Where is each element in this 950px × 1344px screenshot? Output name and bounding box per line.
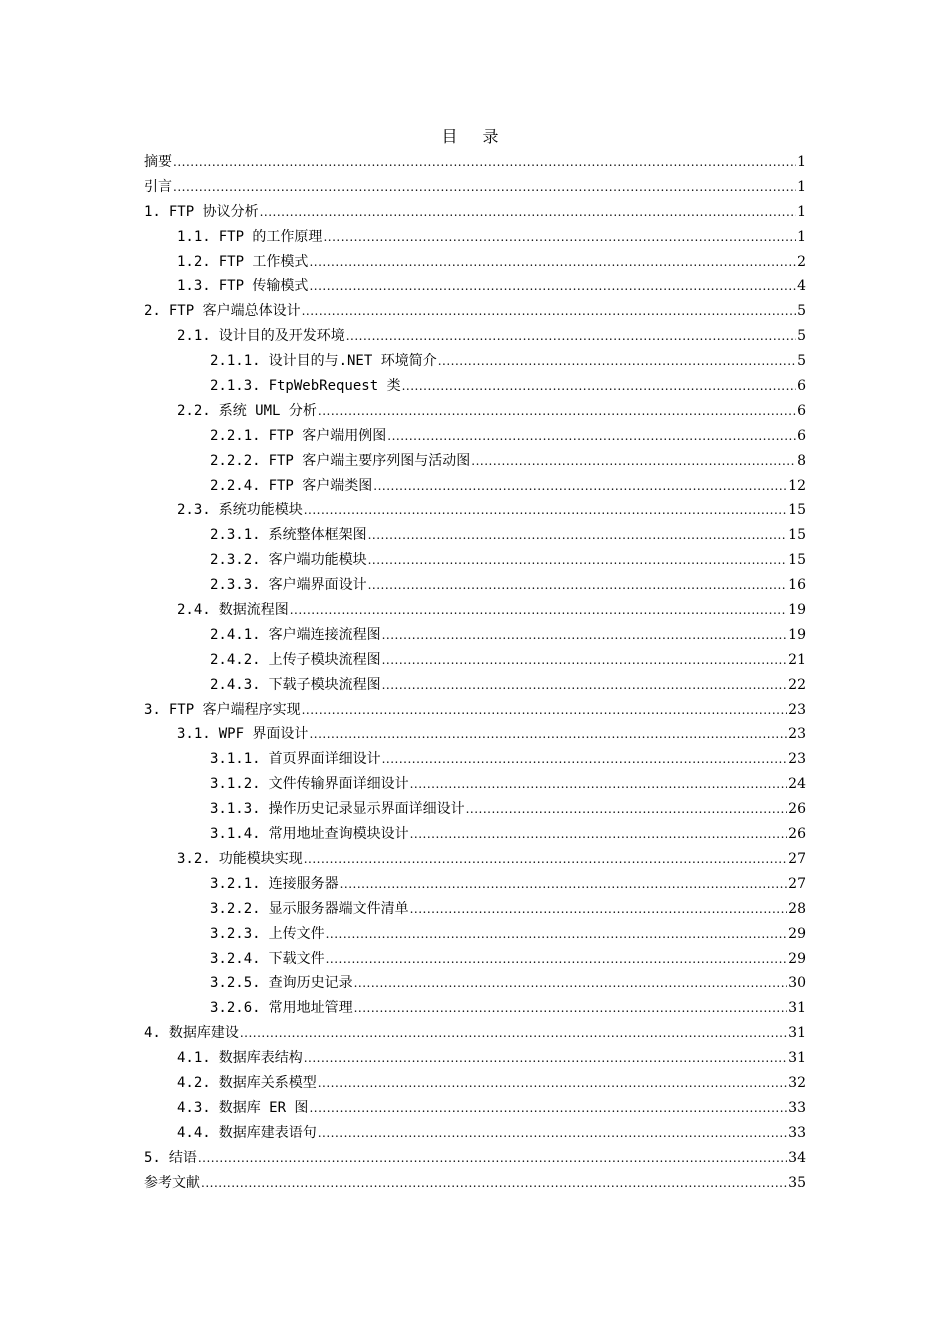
toc-entry-number: 4.1.: [177, 1050, 211, 1067]
toc-leader-dots: [382, 747, 788, 772]
toc-leader-dots: [198, 1146, 787, 1171]
toc-entry-page-number: 1: [797, 154, 806, 170]
toc-leader-dots: [382, 673, 788, 698]
toc-entry-page-number: 21: [788, 651, 806, 668]
toc-entry-number: 2.4.: [177, 602, 211, 619]
toc-entry-title: 结语: [168, 1149, 197, 1166]
toc-entry-title: 操作历史记录显示界面详细设计: [268, 801, 465, 818]
toc-entry-number: 4.3.: [177, 1099, 211, 1116]
toc-entry[interactable]: [144, 175, 806, 200]
toc-leader-dots: [260, 200, 797, 225]
toc-entry-page-number: 5: [797, 328, 806, 345]
toc-entry-page-number: 15: [788, 527, 806, 544]
toc-entry-title: 系统 UML 分析: [218, 402, 317, 419]
toc-entry-number: 2.3.2.: [210, 552, 261, 569]
toc-entry[interactable]: [144, 996, 806, 1021]
toc-entry-page-number: 26: [788, 826, 806, 843]
toc-entry-number: 4.: [144, 1025, 161, 1042]
toc-entry[interactable]: [144, 1046, 806, 1071]
toc-entry-page-number: 27: [788, 850, 806, 867]
toc-list: [144, 150, 806, 1195]
toc-entry-title: FtpWebRequest 类: [268, 378, 401, 395]
toc-entry-page-number: 1: [797, 203, 806, 220]
toc-entry[interactable]: [144, 623, 806, 648]
toc-leader-dots: [402, 374, 796, 399]
toc-leader-dots: [309, 1096, 787, 1121]
toc-entry-page-number: 29: [788, 925, 806, 942]
toc-entry-number: 3.2.: [177, 850, 211, 867]
toc-entry[interactable]: [144, 424, 806, 449]
toc-entry[interactable]: [144, 374, 806, 399]
toc-leader-dots: [290, 598, 787, 623]
toc-entry-number: 3.2.6.: [210, 1000, 261, 1017]
toc-entry[interactable]: [144, 324, 806, 349]
toc-leader-dots: [318, 399, 796, 424]
toc-entry-number: 1.1.: [177, 228, 211, 245]
toc-entry[interactable]: [144, 673, 806, 698]
toc-entry[interactable]: [144, 474, 806, 499]
toc-entry[interactable]: [144, 349, 806, 374]
toc-entry-number: 2.4.2.: [210, 651, 261, 668]
toc-entry[interactable]: [144, 698, 806, 723]
toc-leader-dots: [304, 1046, 787, 1071]
toc-entry-page-number: 31: [788, 1050, 806, 1067]
toc-entry-title: 数据流程图: [218, 602, 289, 619]
toc-entry-title: 系统整体框架图: [268, 527, 367, 544]
toc-entry-title: 连接服务器: [268, 875, 339, 892]
toc-entry-page-number: 33: [788, 1099, 806, 1116]
toc-entry-title: 常用地址查询模块设计: [268, 826, 409, 843]
toc-leader-dots: [438, 349, 796, 374]
toc-entry-number: 2.4.1.: [210, 626, 261, 643]
toc-entry-page-number: 19: [788, 602, 806, 619]
toc-entry-number: 2.1.3.: [210, 378, 261, 395]
toc-leader-dots: [326, 947, 788, 972]
toc-leader-dots: [354, 996, 788, 1021]
toc-entry[interactable]: [144, 822, 806, 847]
toc-leader-dots: [309, 274, 796, 299]
toc-entry[interactable]: [144, 722, 806, 747]
toc-entry-title: 查询历史记录: [268, 975, 353, 992]
toc-entry[interactable]: [144, 947, 806, 972]
toc-leader-dots: [173, 150, 796, 175]
toc-leader-dots: [354, 971, 788, 996]
toc-entry-page-number: 35: [788, 1174, 806, 1191]
toc-entry-number: 3.2.1.: [210, 875, 261, 892]
toc-entry-title: 设计目的及开发环境: [218, 328, 345, 345]
toc-leader-dots: [323, 225, 796, 250]
toc-entry-title: 功能模块实现: [218, 850, 303, 867]
toc-entry-page-number: 1: [797, 178, 806, 195]
toc-entry[interactable]: [144, 1171, 806, 1196]
toc-leader-dots: [326, 922, 788, 947]
toc-entry-number: 1.3.: [177, 278, 211, 295]
toc-entry-page-number: 34: [788, 1149, 806, 1166]
toc-entry[interactable]: [144, 548, 806, 573]
toc-entry-page-number: 23: [788, 751, 806, 768]
toc-entry-page-number: 15: [788, 552, 806, 569]
toc-entry-title: WPF 界面设计: [218, 726, 309, 743]
toc-leader-dots: [173, 175, 796, 200]
toc-entry-page-number: 8: [797, 452, 806, 469]
toc-leader-dots: [304, 847, 787, 872]
toc-entry-title: 数据库建设: [168, 1025, 239, 1042]
toc-entry-title: 数据库 ER 图: [218, 1099, 309, 1116]
toc-entry-number: 2.2.4.: [210, 477, 261, 494]
toc-entry-page-number: 29: [788, 950, 806, 967]
toc-entry-number: 2.2.2.: [210, 452, 261, 469]
toc-leader-dots: [410, 897, 788, 922]
toc-entry-title: 文件传输界面详细设计: [268, 776, 409, 793]
toc-leader-dots: [240, 1021, 787, 1046]
toc-leader-dots: [201, 1171, 787, 1196]
toc-entry-title: 系统功能模块: [218, 502, 303, 519]
toc-leader-dots: [302, 299, 797, 324]
toc-entry[interactable]: [144, 922, 806, 947]
toc-entry[interactable]: [144, 747, 806, 772]
toc-entry-page-number: 6: [797, 378, 806, 395]
toc-entry-page-number: 2: [797, 253, 806, 270]
toc-entry-title: FTP 客户端总体设计: [168, 303, 301, 320]
toc-entry-page-number: 30: [788, 975, 806, 992]
toc-entry[interactable]: [144, 797, 806, 822]
toc-leader-dots: [410, 772, 788, 797]
toc-entry-number: 3.2.3.: [210, 925, 261, 942]
toc-entry-page-number: 26: [788, 801, 806, 818]
toc-entry-number: 2.3.: [177, 502, 211, 519]
toc-entry-number: 2.2.: [177, 402, 211, 419]
toc-entry-page-number: 19: [788, 626, 806, 643]
toc-entry[interactable]: [144, 449, 806, 474]
toc-entry-page-number: 32: [788, 1074, 806, 1091]
toc-entry-page-number: 31: [788, 1025, 806, 1042]
toc-entry-number: 4.4.: [177, 1124, 211, 1141]
toc-entry-number: 1.: [144, 203, 161, 220]
toc-entry[interactable]: [144, 598, 806, 623]
toc-entry-number: 4.2.: [177, 1074, 211, 1091]
toc-entry[interactable]: [144, 200, 806, 225]
toc-leader-dots: [471, 449, 796, 474]
toc-entry-title: 常用地址管理: [268, 1000, 353, 1017]
toc-entry-page-number: 5: [797, 353, 806, 370]
toc-entry[interactable]: [144, 897, 806, 922]
toc-entry-number: 3.2.5.: [210, 975, 261, 992]
toc-entry[interactable]: [144, 971, 806, 996]
toc-entry-number: 1.2.: [177, 253, 211, 270]
toc-entry-page-number: 1: [797, 228, 806, 245]
toc-entry[interactable]: [144, 274, 806, 299]
toc-entry-number: 3.1.: [177, 726, 211, 743]
toc-entry-page-number: 28: [788, 900, 806, 917]
toc-entry-title: 显示服务器端文件清单: [268, 900, 409, 917]
toc-entry[interactable]: [144, 772, 806, 797]
toc-leader-dots: [304, 498, 787, 523]
toc-entry-title: 设计目的与.NET 环境简介: [268, 353, 437, 370]
toc-entry-number: 3.1.4.: [210, 826, 261, 843]
toc-entry-number: 2.3.3.: [210, 577, 261, 594]
toc-leader-dots: [340, 872, 788, 897]
toc-entry-title: 参考文献: [144, 1174, 200, 1191]
toc-leader-dots: [302, 698, 788, 723]
toc-entry-title: 数据库表结构: [218, 1050, 303, 1067]
toc-entry-page-number: 27: [788, 875, 806, 892]
toc-entry-page-number: 4: [797, 278, 806, 295]
toc-entry-number: 3.1.1.: [210, 751, 261, 768]
toc-entry-title: FTP 协议分析: [168, 203, 259, 220]
toc-entry-number: 2.1.1.: [210, 353, 261, 370]
toc-entry-title: 客户端功能模块: [268, 552, 367, 569]
toc-leader-dots: [346, 324, 796, 349]
toc-entry-page-number: 33: [788, 1124, 806, 1141]
toc-entry-number: 3.2.4.: [210, 950, 261, 967]
toc-leader-dots: [387, 424, 796, 449]
toc-entry-page-number: 6: [797, 402, 806, 419]
toc-leader-dots: [373, 474, 787, 499]
toc-leader-dots: [382, 623, 788, 648]
toc-entry-number: 2.: [144, 303, 161, 320]
toc-entry-number: 5.: [144, 1149, 161, 1166]
toc-leader-dots: [382, 648, 788, 673]
toc-entry[interactable]: [144, 1096, 806, 1121]
toc-leader-dots: [410, 822, 788, 847]
toc-title: 目 录: [441, 127, 509, 146]
toc-entry-page-number: 24: [788, 776, 806, 793]
toc-entry[interactable]: [144, 523, 806, 548]
toc-entry-number: 3.: [144, 701, 161, 718]
toc-entry[interactable]: [144, 1071, 806, 1096]
toc-entry-page-number: 23: [788, 726, 806, 743]
toc-entry-page-number: 23: [788, 701, 806, 718]
toc-entry[interactable]: [144, 1121, 806, 1146]
toc-entry[interactable]: [144, 250, 806, 275]
toc-entry-number: 2.3.1.: [210, 527, 261, 544]
toc-entry[interactable]: [144, 399, 806, 424]
toc-entry-page-number: 12: [788, 477, 806, 494]
toc-entry-title: 数据库关系模型: [218, 1074, 317, 1091]
toc-entry-title: 客户端界面设计: [268, 577, 367, 594]
toc-entry-page-number: 5: [797, 303, 806, 320]
toc-entry-page-number: 15: [788, 502, 806, 519]
toc-entry[interactable]: [144, 1021, 806, 1046]
toc-entry[interactable]: [144, 573, 806, 598]
toc-entry-title: 下载子模块流程图: [268, 676, 381, 693]
toc-entry-title: FTP 的工作原理: [218, 228, 323, 245]
toc-entry[interactable]: [144, 299, 806, 324]
toc-entry-number: 2.4.3.: [210, 676, 261, 693]
toc-entry-title: 首页界面详细设计: [268, 751, 381, 768]
toc-entry-page-number: 16: [788, 577, 806, 594]
toc-entry-title: FTP 客户端用例图: [268, 427, 387, 444]
toc-entry-title: FTP 客户端程序实现: [168, 701, 301, 718]
toc-entry-number: 2.2.1.: [210, 427, 261, 444]
toc-entry-number: 3.2.2.: [210, 900, 261, 917]
toc-entry-title: 摘要: [144, 154, 172, 170]
toc-entry[interactable]: [144, 498, 806, 523]
toc-leader-dots: [309, 250, 796, 275]
toc-entry-number: 3.1.3.: [210, 801, 261, 818]
toc-entry-title: 下载文件: [268, 950, 325, 967]
toc-entry-title: 引言: [144, 178, 172, 195]
toc-entry-title: 数据库建表语句: [218, 1124, 317, 1141]
toc-entry[interactable]: [144, 150, 806, 175]
toc-entry-title: FTP 传输模式: [218, 278, 309, 295]
toc-leader-dots: [318, 1121, 787, 1146]
toc-entry-title: 上传子模块流程图: [268, 651, 381, 668]
toc-entry[interactable]: [144, 872, 806, 897]
toc-leader-dots: [368, 523, 788, 548]
toc-leader-dots: [309, 722, 787, 747]
toc-entry-title: FTP 客户端类图: [268, 477, 373, 494]
toc-entry[interactable]: [144, 847, 806, 872]
toc-entry[interactable]: [144, 648, 806, 673]
toc-leader-dots: [318, 1071, 787, 1096]
toc-leader-dots: [368, 548, 788, 573]
toc-leader-dots: [466, 797, 788, 822]
toc-entry-number: 3.1.2.: [210, 776, 261, 793]
toc-entry[interactable]: [144, 1146, 806, 1171]
toc-entry-title: 客户端连接流程图: [268, 626, 381, 643]
toc-entry-title: FTP 客户端主要序列图与活动图: [268, 452, 471, 469]
toc-entry-number: 2.1.: [177, 328, 211, 345]
toc-entry-title: FTP 工作模式: [218, 253, 309, 270]
toc-entry[interactable]: [144, 225, 806, 250]
toc-entry-page-number: 31: [788, 1000, 806, 1017]
toc-entry-page-number: 22: [788, 676, 806, 693]
toc-entry-page-number: 6: [797, 427, 806, 444]
toc-entry-title: 上传文件: [268, 925, 325, 942]
toc-leader-dots: [368, 573, 788, 598]
